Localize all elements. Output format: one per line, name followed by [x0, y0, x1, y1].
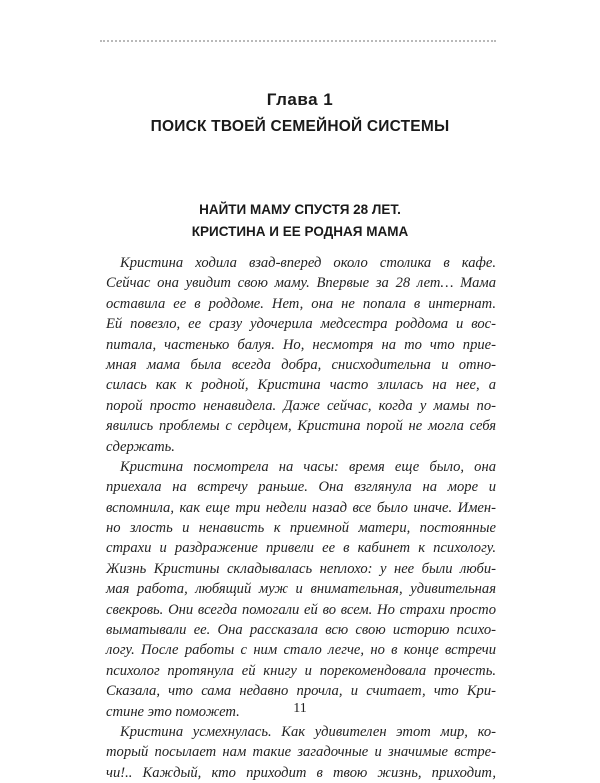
- text-line: сдержать.: [106, 438, 175, 455]
- text-line: Жизнь Кристины складывалась неплохо: у нее были люби-: [106, 560, 496, 577]
- text-line: мая работа, любящий муж и внимательная, удивительная: [106, 581, 496, 598]
- text-line: выматывали ее. Она рассказала всю свою историю психо-: [106, 622, 496, 639]
- top-dotted-rule: [100, 40, 496, 42]
- text-line: стине это поможет.: [106, 703, 240, 720]
- section-title: [0, 199, 600, 243]
- text-line: но злость и ненависть к приемной матери, постоянные: [106, 520, 496, 537]
- text-line: страхи и раздражение привели ее в кабинет к психологу.: [106, 540, 496, 557]
- text-line: Сейчас она увидит свою маму. Впервые за 28 лет… Мама: [106, 275, 496, 292]
- chapter-number: Глава 1: [266, 90, 334, 109]
- section-title-line-1: НАЙТИ МАМУ СПУСТЯ 28 ЛЕТ.: [199, 202, 401, 217]
- text-line: приехала на встречу раньше. Она взглянула на море и: [106, 479, 496, 496]
- text-line: порой просто ненавидела. Даже сейчас, когда у мамы по-: [106, 397, 496, 414]
- chapter-title: ПОИСК ТВОЕЙ СЕМЕЙНОЙ СИСТЕМЫ: [150, 118, 450, 135]
- text-line: явились проблемы с сердцем, Кристина порой не могла себя: [106, 418, 496, 435]
- text-line: чи!.. Каждый, кто приходит в твою жизнь, приходит,: [106, 764, 496, 781]
- section-title-line-2: КРИСТИНА И ЕЕ РОДНАЯ МАМА: [191, 224, 409, 239]
- text-line: мная мама была всегда добра, снисходительна и отно-: [106, 356, 496, 373]
- text-line: торый посылает нам такие загадочные и значимые встре-: [106, 744, 496, 761]
- text-line: Кристина ходила взад-вперед около столика в кафе.: [120, 255, 496, 271]
- text-line: логу. После работы с ним стало легче, но в конце встречи: [106, 642, 496, 659]
- page-number: 11: [293, 701, 307, 716]
- text-line: Ей повезло, ее сразу удочерила медсестра роддома и вос-: [106, 316, 496, 333]
- text-line: Сказала, что сама недавно прочла, и считает, что Кри-: [106, 683, 496, 700]
- text-line: Кристина усмехнулась. Как удивителен этот мир, ко-: [120, 723, 496, 740]
- text-line: психолог протянула ей книгу и порекомендовала прочесть.: [106, 662, 496, 679]
- text-line: оставила ее в роддоме. Нет, она не попала в интернат.: [106, 295, 496, 312]
- text-line: питала, частенько балуя. Но, несмотря на то что прие-: [106, 336, 496, 353]
- text-line: вспомнила, как еще три недели назад все было иначе. Имен-: [106, 499, 496, 516]
- text-line: силась как к родной, Кристина часто злилась на нее, а: [106, 377, 496, 394]
- text-line: Кристина посмотрела на часы: время еще было, она: [120, 458, 496, 475]
- text-line: свекровь. Они всегда помогали ей во всем. Но страхи просто: [106, 601, 496, 618]
